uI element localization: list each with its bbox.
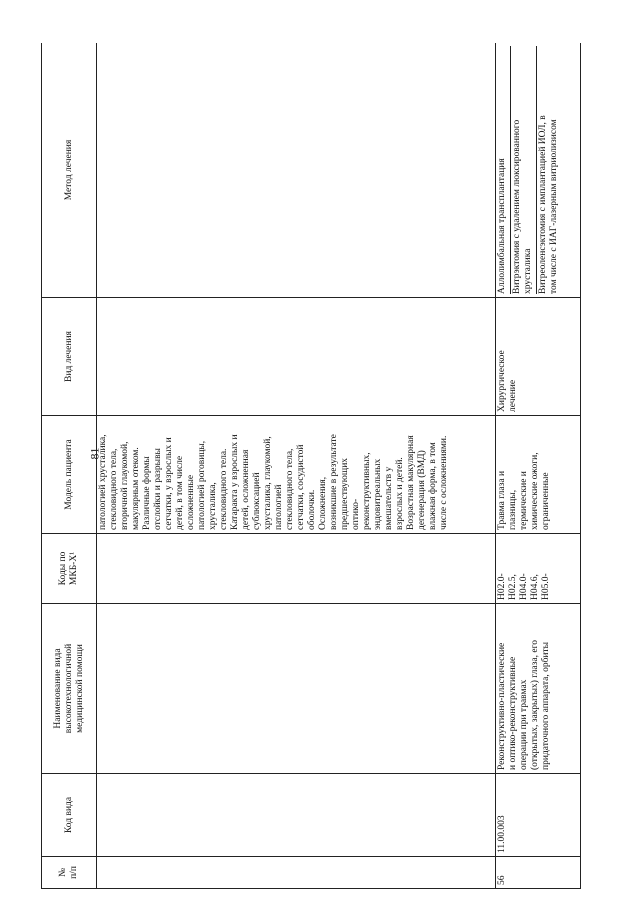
header-treatment-type: Вид лечения xyxy=(42,298,97,416)
cell-model-continuation: патологией хрусталика, стекловидного тела, вторичной глаукомой, макулярным отеком. Различные формы отслойки и разрывы сетчатки, у взрослых и детей, в том числе осложненные патологией роговицы, хрусталика, стекловидного тела. Катаракта у взрослых и детей, осложненная сублюксацией хрусталика, глаукомой, патологией стекловидного тела, сетчатки, сосудистой оболочки. Осложнения, возникшие в результате предшествующих оптико- реконструктивных, эндовитреальных вмешательств у взрослых и детей. Возрастная макулярная дегенерация (ВМД) влажная форма, в том числе с осложнениями. xyxy=(97,416,496,534)
cell-icd: H02.0- H02.5, H04.0- H04.6, H05.0- xyxy=(496,534,581,604)
rotated-table-frame xyxy=(41,43,605,889)
method-item: Витрэктомия с удалением люксированного хрусталика xyxy=(511,46,537,294)
cell-code: 11.00.003 xyxy=(496,774,581,857)
cell-empty xyxy=(97,43,496,298)
cell-model: Травма глаза и глазницы, термические и химические ожоги, ограниченные xyxy=(496,416,581,534)
cell-num: 56 xyxy=(496,857,581,889)
cell-methods xyxy=(496,43,581,298)
header-code: Код вида xyxy=(42,774,97,857)
header-name: Наименование вида высокотехнологичной медицинской помощи xyxy=(42,604,97,774)
cell-treatment-type: Хирургическое лечение xyxy=(496,298,581,416)
cell-empty xyxy=(97,604,496,774)
table-row xyxy=(496,43,581,889)
table-row-continuation xyxy=(97,43,496,889)
cell-name: Реконструктивно-пластические и оптико-реконструктивные операции при травмах (открытых, закрытых) глаза, его придаточного аппарата, орбиты xyxy=(496,604,581,774)
cell-empty xyxy=(97,534,496,604)
header-model: Модель пациента xyxy=(42,416,97,534)
header-row xyxy=(42,43,97,889)
header-num: № п/п xyxy=(42,857,97,889)
header-method: Метод лечения xyxy=(42,43,97,298)
method-item: Аллолимбальная трансплантация xyxy=(496,46,511,294)
cell-empty xyxy=(97,774,496,857)
cell-empty xyxy=(97,857,496,889)
treatment-table xyxy=(41,43,581,889)
method-item: Витреоленсэктомия с имплантацией ИОЛ, в том числе с ИАГ-лазерным витриолизисом xyxy=(538,115,559,294)
header-icd: Коды по МКБ-Х¹ xyxy=(42,534,97,604)
cell-empty xyxy=(97,298,496,416)
page-number: 81 xyxy=(87,447,102,460)
